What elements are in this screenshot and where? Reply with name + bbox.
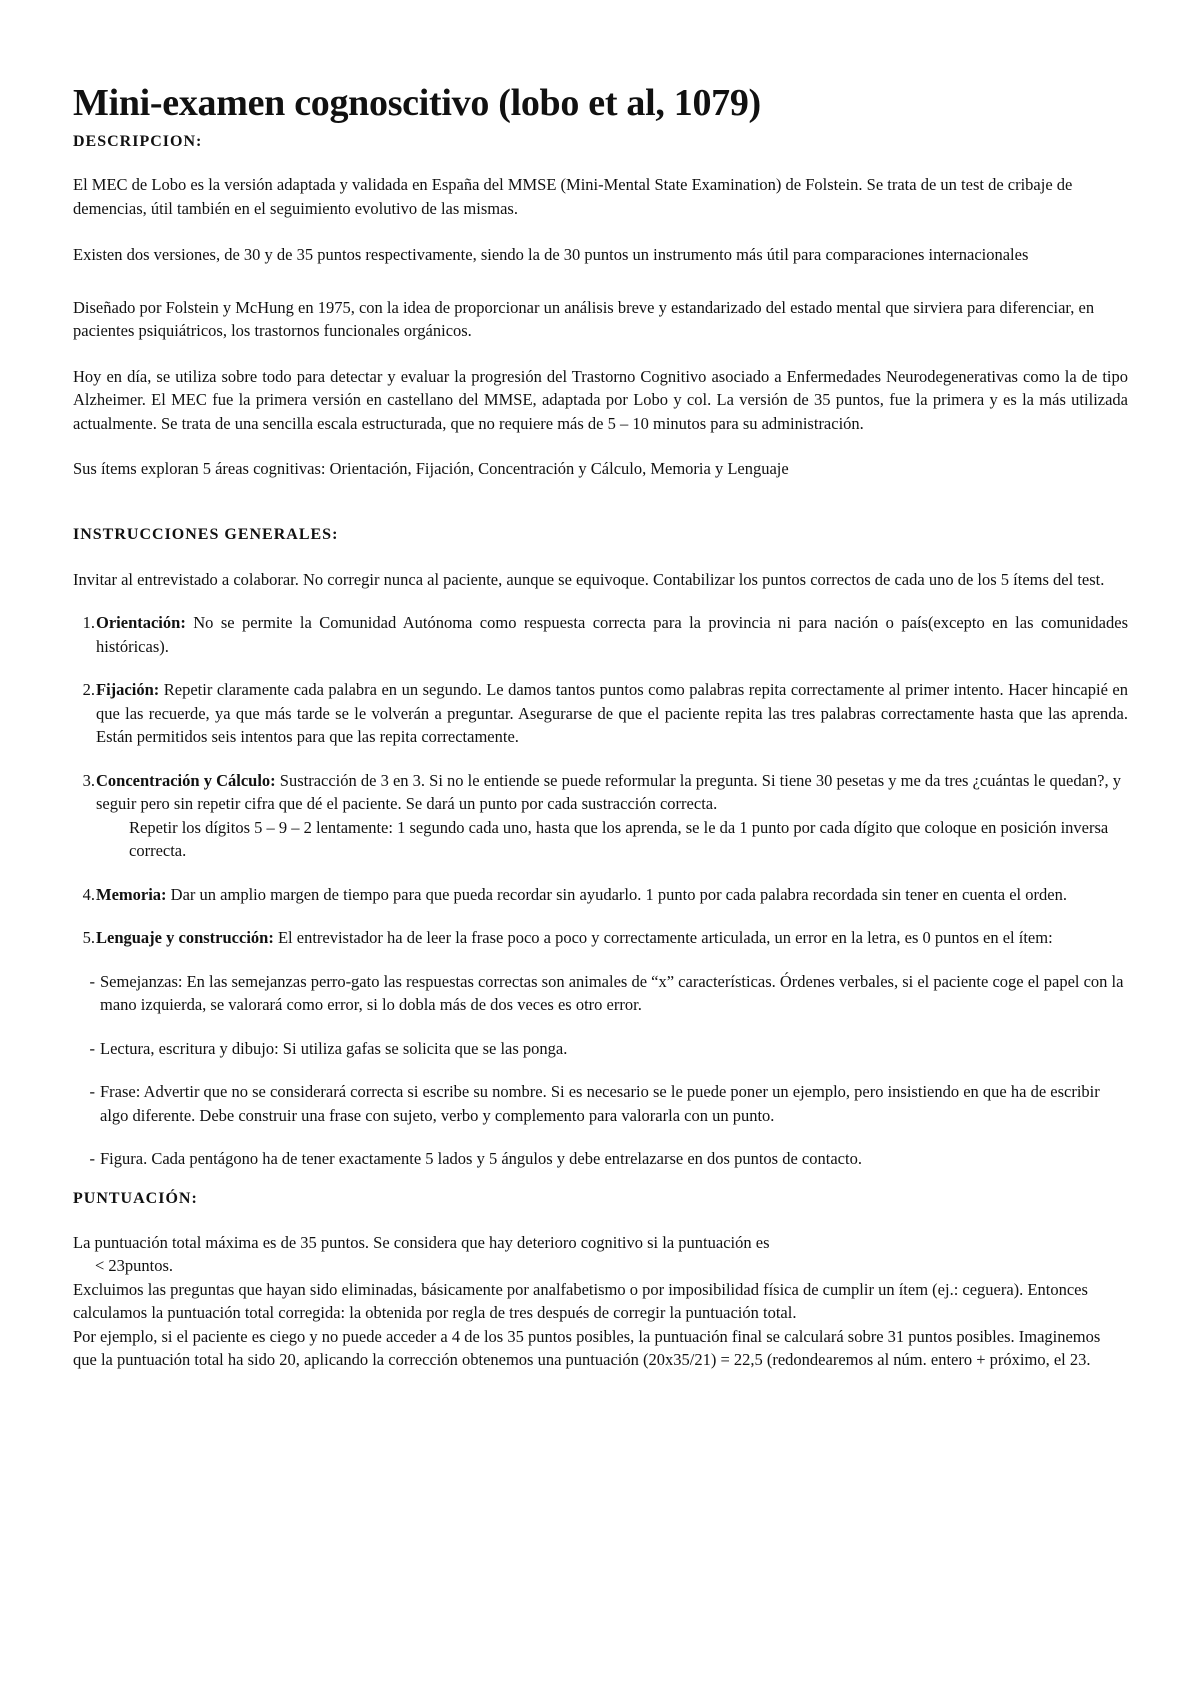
puntuacion-threshold: < 23puntos.: [95, 1256, 174, 1275]
list-item-label: Lenguaje y construcción:: [96, 928, 274, 947]
list-item-memoria: [73, 883, 1128, 907]
list-item-number: 2.: [82, 680, 95, 699]
sub-item-dash: -: [89, 1082, 95, 1101]
sub-item-text: Frase: Advertir que no se considerará correcta si escribe su nombre. Si es necesario se le puede poner un ejemplo, pero insistiendo en que ha de escribir algo diferente. Debe construir una frase con sujeto, verbo y complemento para valorarla con un punto.: [100, 1082, 1100, 1125]
descripcion-heading: DESCRIPCION:: [73, 133, 203, 150]
sub-item-text: Semejanzas: En las semejanzas perro-gato las respuestas correctas son animales de “x” características. Órdenes verbales, si el paciente coge el papel con la mano izquierda, se valorará como error, si lo dobla más de dos veces es otro error.: [100, 971, 1124, 1014]
list-item-text: No se permite la Comunidad Autónoma como respuesta correcta para la provincia ni para nación o país(excepto en las comunidades históricas).: [96, 613, 1128, 656]
puntuacion-heading: PUNTUACIÓN:: [73, 1189, 198, 1207]
descripcion-paragraph-3: Diseñado por Folstein y McHung en 1975, con la idea de proporcionar un análisis breve y estandarizado del estado mental que sirviera para diferenciar, en pacientes psiquiátricos, los trastornos funcionales orgánicos.: [73, 297, 1095, 340]
list-item-orientacion: [73, 611, 1128, 658]
instrucciones-heading: INSTRUCCIONES GENERALES:: [73, 525, 339, 543]
descripcion-paragraph-5: Sus ítems exploran 5 áreas cognitivas: Orientación, Fijación, Concentración y Cálculo, Memoria y Lenguaje: [73, 459, 789, 478]
sub-item-dash: -: [89, 971, 95, 991]
list-item-text: Repetir claramente cada palabra en un segundo. Le damos tantos puntos como palabras repita correctamente al primer intento. Hacer hincapié en que las recuerde, ya que más tarde se le volverán a preguntar. Asegurarse de que el paciente repita las tres palabras correctamente hasta que las aprenda. Están permitidos seis intentos para que las repita correctamente.: [96, 680, 1128, 746]
list-item-text-continued: Repetir los dígitos 5 – 9 – 2 lentamente: 1 segundo cada uno, hasta que los aprenda, se le da 1 punto por cada dígito que coloque en posición inversa correcta.: [129, 817, 1109, 860]
descripcion-paragraph-1: El MEC de Lobo es la versión adaptada y validada en España del MMSE (Mini-Mental State Examination) de Folstein. Se trata de un test de cribaje de demencias, útil también en el seguimiento evolutivo de las mismas.: [73, 175, 1073, 218]
descripcion-paragraph-2: Existen dos versiones, de 30 y de 35 puntos respectivamente, siendo la de 30 puntos un instrumento más útil para comparaciones internacionales: [73, 245, 1029, 264]
list-item-text: Sustracción de 3 en 3. Si no le entiende se puede reformular la pregunta. Si tiene 30 pesetas y me da tres ¿cuántas le quedan?, y seguir pero sin repetir cifra que dé el paciente. Se dará un punto por cada sustracción correcta.: [96, 770, 1121, 813]
list-item-label: Memoria:: [96, 884, 167, 904]
instrucciones-intro: Invitar al entrevistado a colaborar. No corregir nunca al paciente, aunque se equivoque. Contabilizar los puntos correctos de cada uno de los 5 ítems del test.: [73, 569, 1105, 589]
sub-item-lectura: [73, 1037, 1128, 1061]
list-item-fijacion: [73, 678, 1128, 749]
list-item-number: 1.: [82, 613, 95, 632]
list-item-label: Orientación:: [96, 613, 186, 632]
sub-item-text: Figura. Cada pentágono ha de tener exactamente 5 lados y 5 ángulos y debe entrelazarse en dos puntos de contacto.: [100, 1149, 862, 1168]
sub-item-text: Lectura, escritura y dibujo: Si utiliza gafas se solicita que se las ponga.: [100, 1038, 568, 1058]
sub-item-dash: -: [89, 1038, 95, 1058]
sub-item-semejanzas: [73, 970, 1128, 1017]
list-item-label: Concentración y Cálculo:: [96, 770, 276, 790]
sub-item-dash: -: [89, 1149, 95, 1168]
list-item-number: 5.: [82, 928, 95, 947]
document-title: Mini-examen cognoscitivo (lobo et al, 1079): [73, 82, 761, 124]
document-page: [73, 80, 1128, 1372]
sub-item-frase: [73, 1080, 1128, 1127]
puntuacion-paragraph-2: Excluimos las preguntas que hayan sido eliminadas, básicamente por analfabetismo o por imposibilidad física de cumplir un ítem (ej.: ceguera). Entonces calculamos la puntuación total corregida: la obtenida por regla de tres después de corregir la puntuación total.: [73, 1279, 1088, 1322]
list-item-number: 3.: [82, 770, 95, 790]
puntuacion-paragraph-1: La puntuación total máxima es de 35 puntos. Se considera que hay deterioro cognitivo si la puntuación es: [73, 1232, 770, 1252]
list-item-number: 4.: [82, 884, 95, 904]
list-item-label: Fijación:: [96, 680, 160, 699]
puntuacion-paragraph-3: Por ejemplo, si el paciente es ciego y no puede acceder a 4 de los 35 puntos posibles, la puntuación final se calculará sobre 31 puntos posibles. Imaginemos que la puntuación total ha sido 20, aplicando la corrección obtenemos una puntuación (20x35/21) = 22,5 (redondearemos al núm. entero + próximo, el 23.: [73, 1326, 1101, 1369]
descripcion-paragraph-4: Hoy en día, se utiliza sobre todo para detectar y evaluar la progresión del Trastorno Cognitivo asociado a Enfermedades Neurodegenerativas como la de tipo Alzheimer. El MEC fue la primera versión en castellano del MMSE, adaptada por Lobo y col. La versión de 35 puntos, fue la primera y es la más utilizada actualmente. Se trata de una sencilla escala estructurada, que no requiere más de 5 – 10 minutos para su administración.: [73, 366, 1128, 433]
list-item-lenguaje: [73, 926, 1128, 950]
list-item-concentracion: [73, 769, 1128, 863]
list-item-text: El entrevistador ha de leer la frase poco a poco y correctamente articulada, un error en la letra, es 0 puntos en el ítem:: [273, 928, 1053, 947]
sub-item-figura: [73, 1147, 1128, 1171]
list-item-text: Dar un amplio margen de tiempo para que pueda recordar sin ayudarlo. 1 punto por cada palabra recordada sin tener en cuenta el orden.: [166, 884, 1067, 904]
